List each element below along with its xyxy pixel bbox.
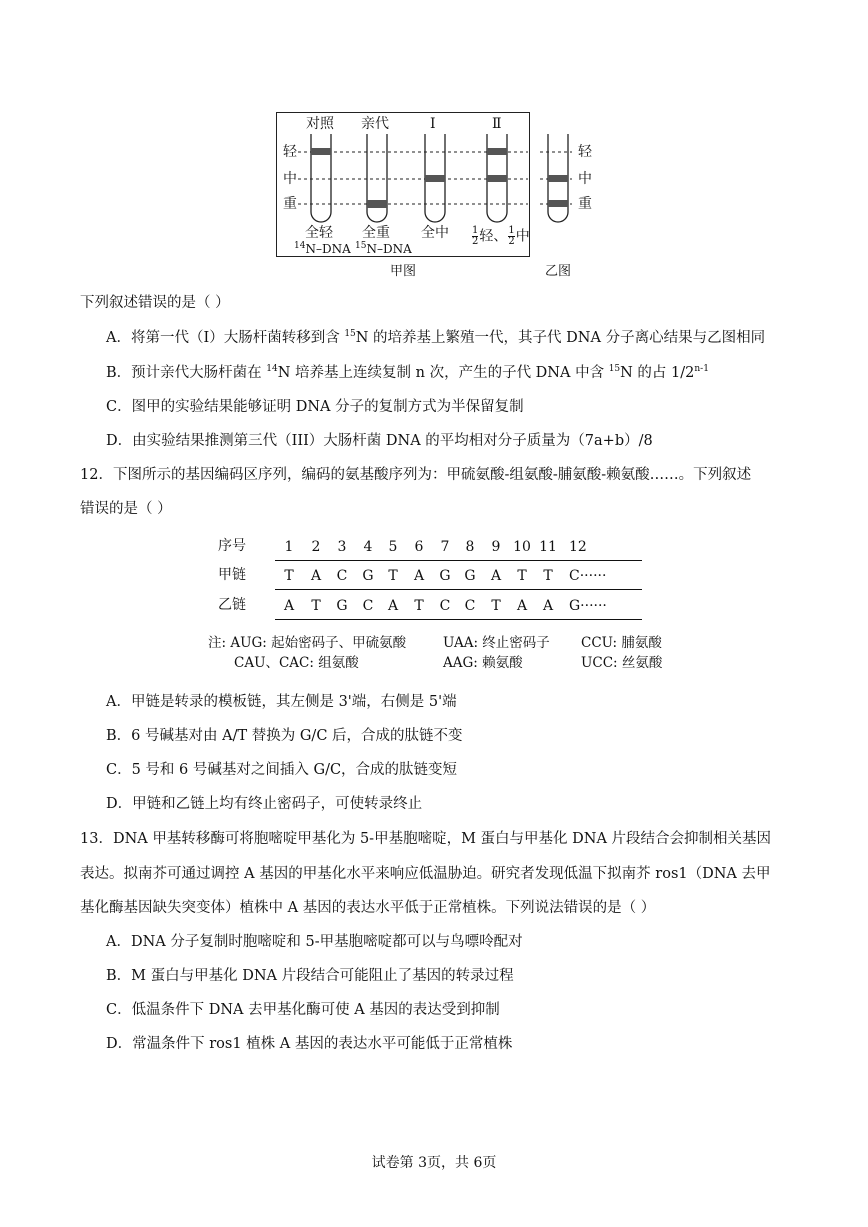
- seq-yi-base-12: G······: [569, 598, 607, 614]
- band-gen1-medium: [425, 175, 445, 182]
- q12-option-b: B．6 号碱基对由 A/T 替换为 G/C 后，合成的肽链不变: [106, 728, 463, 744]
- col-header-gen1: Ⅰ: [430, 116, 436, 132]
- q11-stem: 下列叙述错误的是（ ）: [80, 295, 230, 311]
- note-ccu: CCU: 脯氨酸: [581, 635, 662, 651]
- row-label-light: 轻: [283, 144, 297, 160]
- bottom-label-all-heavy: 全重: [362, 225, 390, 241]
- seq-jia-base-12: C······: [569, 568, 607, 584]
- seq-jia-base-7: G: [439, 568, 451, 584]
- q12-stem-line1: 12．下图所示的基因编码区序列，编码的氨基酸序列为：甲硫氨酸-组氨酸-脯氨酸-赖氨酸……。下列叙述: [80, 467, 752, 483]
- bottom-label-all-medium: 全中: [421, 225, 449, 241]
- seq-yi-base-8: C: [464, 598, 476, 614]
- seq-rule-2: [275, 589, 642, 590]
- q12-option-d: D．甲链和乙链上均有终止密码子，可使转录终止: [106, 796, 423, 812]
- seq-jia-base-4: G: [362, 568, 374, 584]
- figure-jia-caption: 甲图: [390, 264, 417, 279]
- q13-stem-line2: 表达。拟南芥可通过调控 A 基因的甲基化水平来响应低温胁迫。研究者发现低温下拟南芥 ros1（DNA 去甲: [80, 866, 771, 882]
- q11-option-c: C．图甲的实验结果能够证明 DNA 分子的复制方式为半保留复制: [106, 399, 524, 415]
- seq-yi-base-4: C: [362, 598, 374, 614]
- seq-index-cell-8: 8: [465, 539, 475, 555]
- seq-index-cell-10: 10: [513, 539, 531, 555]
- seq-row-label-jia: 甲链: [218, 567, 246, 583]
- q13-stem-line1: 13．DNA 甲基转移酶可将胞嘧啶甲基化为 5-甲基胞嘧啶，M 蛋白与甲基化 DNA 片段结合会抑制相关基因: [80, 831, 772, 847]
- centrifuge-tubes-diagram: [0, 0, 868, 300]
- q11-option-a: A．将第一代（I）大肠杆菌转移到含 $^{15}$N 的培养基上繁殖一代，其子代 DNA 分子离心结果与乙图相同: [106, 329, 766, 346]
- seq-jia-base-1: T: [284, 568, 294, 584]
- seq-index-cell-12: 12: [569, 539, 587, 555]
- seq-index-cell-7: 7: [440, 539, 450, 555]
- band-parent-heavy: [367, 200, 387, 208]
- seq-yi-base-10: A: [516, 598, 528, 614]
- seq-yi-base-9: T: [491, 598, 501, 614]
- row-label-heavy: 重: [283, 196, 297, 212]
- seq-yi-base-2: T: [311, 598, 321, 614]
- q12-option-a: A．甲链是转录的模板链，其左侧是 3'端，右侧是 5'端: [106, 694, 457, 710]
- q13-stem-line3: 基化酶基因缺失突变体）植株中 A 基因的表达水平低于正常植株。下列说法错误的是（ ）: [80, 900, 656, 916]
- q13-option-a: A．DNA 分子复制时胞嘧啶和 5-甲基胞嘧啶都可以与鸟嘌呤配对: [106, 934, 523, 950]
- q13-option-d: D．常温条件下 ros1 植株 A 基因的表达水平可能低于正常植株: [106, 1036, 513, 1052]
- seq-rule-1: [275, 560, 642, 561]
- seq-yi-base-3: G: [336, 598, 348, 614]
- note-ucc: UCC: 丝氨酸: [581, 655, 663, 671]
- seq-yi-base-11: A: [542, 598, 554, 614]
- seq-row-label-yi: 乙链: [218, 597, 246, 613]
- tube-control: [311, 134, 331, 222]
- seq-yi-base-5: A: [387, 598, 399, 614]
- fraction-half: $\frac{1}{2}$: [472, 225, 479, 247]
- band-gen2-light: [487, 148, 507, 155]
- bottom-label-half-half: $\frac{1}{2}$ 轻、 $\frac{1}{2}$ 中: [472, 225, 530, 247]
- seq-index-cell-2: 2: [311, 539, 321, 555]
- q11-option-b: B．预计亲代大肠杆菌在 $^{14}$N 培养基上连续复制 n 次，产生的子代 DNA 中含 $^{15}$N 的占 1/2$^{n-1}$: [106, 364, 709, 381]
- seq-yi-base-7: C: [439, 598, 451, 614]
- seq-index-cell-6: 6: [414, 539, 424, 555]
- col-header-parent: 亲代: [361, 116, 389, 132]
- seq-index-cell-1: 1: [284, 539, 294, 555]
- q13-option-b: B．M 蛋白与甲基化 DNA 片段结合可能阻止了基因的转录过程: [106, 968, 514, 984]
- band-control-light: [311, 148, 331, 155]
- q12-stem-line2: 错误的是（ ）: [80, 501, 172, 517]
- seq-jia-base-11: T: [543, 568, 553, 584]
- col-header-control: 对照: [306, 116, 334, 132]
- seq-yi-base-6: T: [414, 598, 424, 614]
- band-gen2-medium: [487, 175, 507, 182]
- seq-jia-base-6: A: [413, 568, 425, 584]
- yi-row-label-medium: 中: [578, 171, 592, 187]
- note-aag: AAG: 赖氨酸: [443, 655, 523, 671]
- seq-index-cell-9: 9: [491, 539, 501, 555]
- seq-row-label-index: 序号: [218, 538, 246, 554]
- band-yi-medium: [548, 175, 568, 182]
- yi-row-label-heavy: 重: [578, 196, 592, 212]
- page-footer: 试卷第 3页，共 6页: [371, 1155, 497, 1171]
- seq-yi-base-1: A: [283, 598, 295, 614]
- figure-yi-caption: 乙图: [545, 264, 572, 279]
- bottom-label-all-light: 全轻: [305, 225, 333, 241]
- yi-row-label-light: 轻: [578, 144, 592, 160]
- fraction-half-2: $\frac{1}{2}$: [508, 225, 515, 247]
- seq-jia-base-10: T: [517, 568, 527, 584]
- note-cau-cac: CAU、CAC: 组氨酸: [234, 655, 359, 671]
- seq-index-cell-3: 3: [337, 539, 347, 555]
- bottom-sub-15n: $^{15}$N–DNA: [355, 241, 412, 256]
- seq-jia-base-2: A: [310, 568, 322, 584]
- note-aug: 注: AUG: 起始密码子、甲硫氨酸: [208, 635, 407, 651]
- seq-rule-3: [275, 619, 642, 620]
- note-uaa: UAA: 终止密码子: [443, 635, 550, 651]
- col-header-gen2: Ⅱ: [492, 116, 502, 132]
- seq-jia-base-8: G: [464, 568, 476, 584]
- q11-option-d: D．由实验结果推测第三代（III）大肠杆菌 DNA 的平均相对分子质量为（7a+b）/8: [106, 433, 653, 449]
- tube-parent: [367, 134, 387, 222]
- seq-jia-base-5: T: [388, 568, 398, 584]
- seq-index-cell-5: 5: [388, 539, 398, 555]
- q12-option-c: C．5 号和 6 号碱基对之间插入 G/C，合成的肽链变短: [106, 762, 458, 778]
- q13-option-c: C．低温条件下 DNA 去甲基化酶可使 A 基因的表达受到抑制: [106, 1002, 500, 1018]
- bottom-sub-14n: $^{14}$N–DNA: [294, 241, 351, 256]
- seq-index-cell-11: 11: [539, 539, 557, 555]
- seq-index-cell-4: 4: [363, 539, 373, 555]
- seq-jia-base-9: A: [490, 568, 502, 584]
- row-label-medium: 中: [283, 171, 297, 187]
- band-yi-heavy: [548, 200, 568, 207]
- seq-jia-base-3: C: [336, 568, 348, 584]
